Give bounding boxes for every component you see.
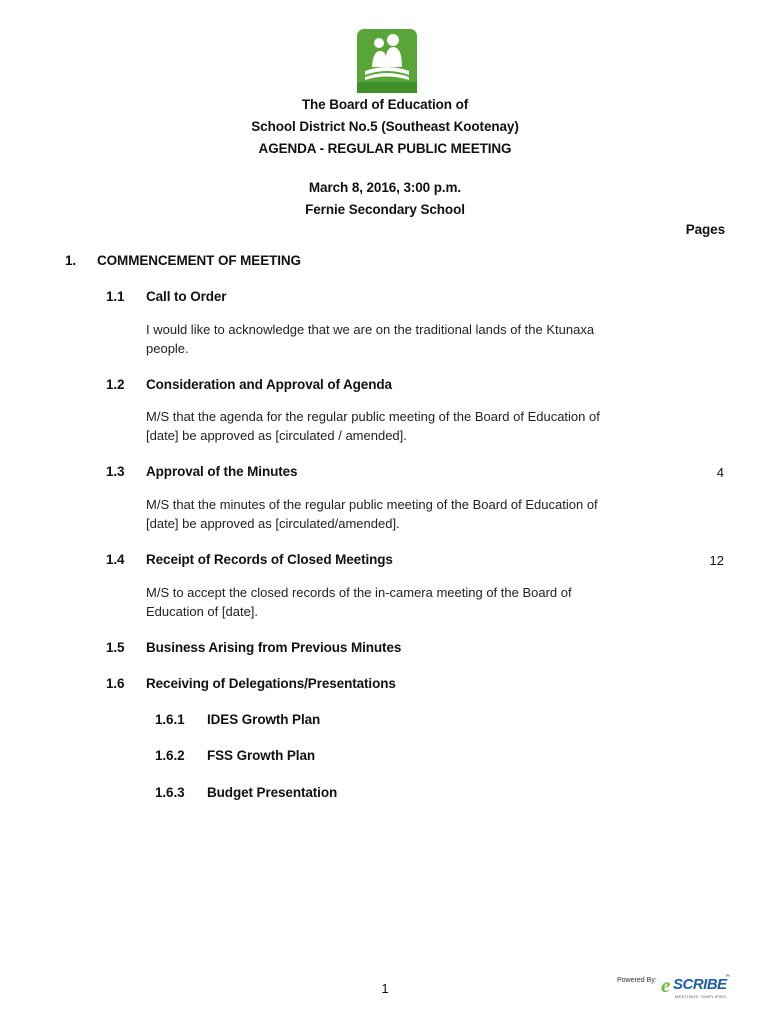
header-line-2: School District No.5 (Southeast Kootenay) <box>251 119 519 134</box>
item-number: 1.6 <box>106 676 125 691</box>
section-title: COMMENCEMENT OF MEETING <box>97 253 301 268</box>
page-number: 1 <box>381 981 389 996</box>
item-title: Consideration and Approval of Agenda <box>146 377 392 392</box>
trademark-mark: ™ <box>725 974 730 980</box>
subitem-number: 1.6.2 <box>155 748 185 763</box>
item-title: Business Arising from Previous Minutes <box>146 640 402 655</box>
subitem-number: 1.6.3 <box>155 785 185 800</box>
item-number: 1.4 <box>106 552 125 567</box>
item-text-line: M/S that the minutes of the regular public meeting of the Board of Education of <box>146 497 598 512</box>
item-title: Approval of the Minutes <box>146 464 298 479</box>
item-text-line: people. <box>146 341 189 356</box>
item-number: 1.2 <box>106 377 125 392</box>
school-district-logo <box>357 29 417 93</box>
meeting-location: Fernie Secondary School <box>305 202 465 217</box>
escribe-tagline: MEETINGS. SIMPLIFIED. <box>675 994 728 999</box>
escribe-wordmark: SCRIBE <box>673 976 727 993</box>
item-title: Receiving of Delegations/Presentations <box>146 676 396 691</box>
subitem-title: FSS Growth Plan <box>207 748 316 763</box>
item-text-line: [date] be approved as [circulated / amended]. <box>146 428 407 443</box>
meeting-date: March 8, 2016, 3:00 p.m. <box>308 180 462 195</box>
item-text-line: M/S to accept the closed records of the in-camera meeting of the Board of <box>146 585 572 600</box>
subitem-title: Budget Presentation <box>207 785 338 800</box>
powered-by-label: Powered By: <box>617 977 657 984</box>
item-text-line: M/S that the agenda for the regular public meeting of the Board of Education of <box>146 409 600 424</box>
agenda-title: AGENDA - REGULAR PUBLIC MEETING <box>258 141 512 156</box>
item-number: 1.3 <box>106 464 125 479</box>
item-page-number: 12 <box>709 553 724 568</box>
escribe-logo <box>617 974 733 1000</box>
item-number: 1.1 <box>106 289 125 304</box>
item-text-line: I would like to acknowledge that we are on the traditional lands of the Ktunaxa <box>146 322 595 337</box>
escribe-e: e <box>661 973 671 997</box>
subitem-number: 1.6.1 <box>155 712 185 727</box>
item-title: Call to Order <box>146 289 227 304</box>
item-title: Receipt of Records of Closed Meetings <box>146 552 393 567</box>
pages-column-label: Pages <box>685 222 725 237</box>
item-number: 1.5 <box>106 640 125 655</box>
item-page-number: 4 <box>716 465 724 480</box>
item-text-line: Education of [date]. <box>146 604 259 619</box>
subitem-title: IDES Growth Plan <box>207 712 321 727</box>
header-line-1: The Board of Education of <box>301 97 469 112</box>
section-number: 1. <box>65 253 77 268</box>
item-text-line: [date] be approved as [circulated/amended]. <box>146 516 400 531</box>
